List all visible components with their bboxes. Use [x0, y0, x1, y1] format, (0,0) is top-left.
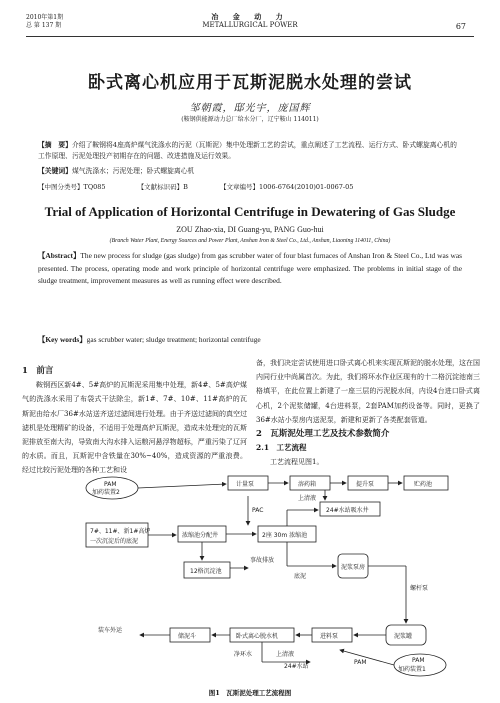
- label-mud-tank: 泥浆罐: [394, 633, 413, 640]
- clc-number: 【中图分类号】TQ085: [38, 183, 106, 191]
- label-supernatant: 上清液: [298, 495, 317, 502]
- issue-label: 2010年第1期: [26, 14, 64, 21]
- page-number: 67: [455, 22, 466, 31]
- label-feed-pump: 进料泵: [320, 633, 339, 640]
- doc-code: 【文献标识码】B: [137, 183, 188, 191]
- journal-name-en: METALLURGICAL POWER: [202, 21, 298, 29]
- journal-name: [0, 13, 500, 29]
- label-thickener: 2座 30m 浓缩池: [262, 532, 308, 539]
- keywords-cn-text: 煤气洗涤水；污泥处理；卧式螺旋离心机: [71, 167, 195, 175]
- authors-en: ZOU Zhao-xia, DI Guang-yu, PANG Guo-hui: [176, 225, 324, 234]
- label-thickener-split: 浓缩池分配井: [182, 532, 219, 539]
- label-screw-pump: 螺杆泵: [410, 585, 429, 592]
- article-title-cn: 卧式离心机应用于瓦斯泥脱水处理的尝试: [88, 73, 412, 93]
- label-pool12: 12格沉淀池: [190, 568, 222, 575]
- keywords-en-text: gas scrubber water; sludge treatment; horizontal centrifuge: [86, 335, 261, 344]
- label-centrifuge: 卧式离心脱水机: [236, 633, 279, 640]
- right-paragraph-1: 备，我们决定尝试使用进口卧式离心机来实现瓦斯泥的脱水处理，这在国内同行业中尚属首次。为此，我们将环水作业区现有的十二格沉淀池南三格填平，在此位置上新建了一座三层的污泥脱水间，内设4台进口卧式离心机，2个泥浆储罐，4台进料泵，2套PAM加药设备等。同时，更换了36#水站小泵房内送泥泵，新建和更新了各类配套管道。: [256, 359, 480, 424]
- affiliation-en: (Branch Water Plant, Energy Sources and Power Plant, Anshan Iron & Steel Co., Ltd., Anshan, Liaoning 114011, China): [109, 238, 391, 244]
- label-sump: 事故排放: [250, 557, 275, 564]
- affiliation-cn: (鞍钢供能源动力总厂给水分厂，辽宁鞍山 114011): [181, 116, 319, 123]
- label-station24: 24#水站吸水井: [326, 507, 369, 514]
- label-sludge-pump: 泥浆泵房: [341, 564, 366, 571]
- label-bottom-sludge: 底泥: [294, 573, 307, 580]
- label-station24b: 24#水站: [284, 663, 309, 670]
- section-2-1-heading: 2.1 工艺流程: [256, 443, 307, 453]
- label-supernatant-2: 上清液: [276, 651, 295, 658]
- abstract-en: [38, 250, 462, 288]
- label-lift-pump: 提升泵: [356, 481, 375, 488]
- authors-cn: 邹朝霞，邸光宇，庞国辉: [189, 103, 311, 114]
- label-truck: 装车外运: [98, 627, 123, 634]
- right-column: [256, 356, 480, 470]
- journal-name-cn: 冶 金 动 力: [211, 12, 289, 21]
- abstract-cn-text: 介绍了鞍钢将4座高炉煤气洗涤水的污泥（瓦斯泥）集中处理新工艺的尝试，重点阐述了工艺流程、运行方式、卧式螺旋离心机的工作原理、污泥处理投产初期存在的问题、改进措施及运行效果。: [38, 141, 457, 160]
- abstract-cn-label: 【摘 要】: [38, 141, 72, 149]
- label-bin: 储泥斗: [178, 633, 197, 640]
- header-rule: [26, 36, 474, 37]
- keywords-cn-label: 【关键词】: [38, 167, 72, 175]
- label-dosing-2: 加药装置2: [92, 489, 120, 496]
- keywords-cn: [38, 166, 458, 177]
- label-source-2: 一次沉淀后的底泥: [90, 538, 139, 545]
- right-paragraph-2: 工艺流程见图1。: [270, 458, 324, 467]
- abstract-en-label: 【Abstract】: [38, 251, 81, 260]
- process-flow-diagram: [80, 470, 480, 685]
- article-title-en: Trial of Application of Horizontal Centrifuge in Dewatering of Gas Sludge: [44, 204, 456, 219]
- label-dosing-1: 加药装置1: [398, 666, 426, 673]
- label-clean-water: 净环水: [234, 651, 253, 658]
- abstract-en-text: The new process for sludge (gas sludge) from gas scrubber water of four blast furnaces of Anshan Iron & Steel Co., Ltd was was presented. The process, operating mode and work principle of horizontal centrifuge were emphasized. The problems in initial stage of the sludge treatment, improvement measures as well as running effect were described.: [38, 251, 462, 285]
- label-source: 7#、11#、新1#高炉: [90, 528, 151, 535]
- section-1-paragraph: 鞍钢西区新4#、5#高炉的瓦斯泥采用集中处理，新4#、5#高炉煤气的洗涤水采用了布袋式干法除尘，新1#、7#、10#、11#高炉的瓦斯泥由给水厂36#水站送齐送过滤间进行处理。由于齐送过滤间的真空过滤机是处理精矿的设备，不适用于处理高炉瓦斯泥，造成未处理完的瓦斯泥排放至南大沟，导致南大沟水排入运粮河悬浮物超标，严重污染了辽河的水质。而且，瓦斯泥中含铁量在30%~40%，造成资源的严重浪费。经过比较污泥处理的各种工艺和设: [22, 381, 247, 475]
- article-number: 【文章编号】1006-6764(2010)01-0067-05: [220, 183, 354, 191]
- label-pam-bottom: PAM: [354, 659, 367, 666]
- left-column: [22, 364, 247, 478]
- keywords-en-label: 【Key words】: [38, 335, 87, 344]
- section-2-heading: 2 瓦斯泥处理工艺及技术参数简介: [256, 429, 390, 440]
- label-storage-pool: 贮药池: [414, 481, 433, 488]
- classification-row: [38, 182, 458, 191]
- label-meter-pump: 计量泵: [236, 481, 255, 488]
- label-pam-top: PAM: [104, 481, 117, 488]
- total-issue-label: 总 第 137 期: [26, 22, 62, 29]
- figure-caption: 图1 瓦斯泥处理工艺流程图: [208, 689, 292, 697]
- label-pac: PAC: [252, 507, 264, 514]
- section-1-heading: 1 前言: [22, 366, 54, 376]
- abstract-cn: [38, 140, 458, 162]
- label-dissolving-tank: 溶药箱: [298, 481, 317, 488]
- keywords-en: [38, 334, 462, 345]
- label-pam-bottom-ellipse: PAM: [412, 657, 425, 664]
